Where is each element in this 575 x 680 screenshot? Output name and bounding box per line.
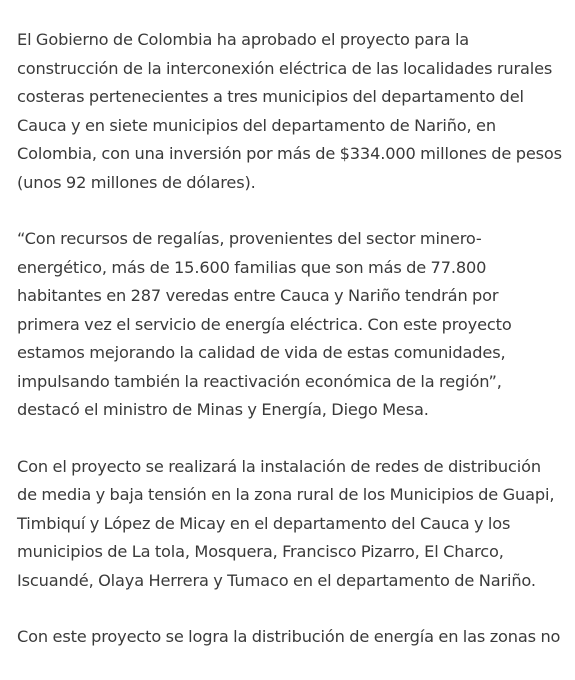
article-body	[17, 26, 565, 680]
article-paragraph: “Con recursos de regalías, provenientes del sector minero-energético, más de 15.600 familias que son más de 77.800 habitantes en 287 veredas entre Cauca y Nariño tendrán por primera vez el servicio de energía eléctrica. Con este proyecto estamos mejorando la calidad de vida de estas comunidades, impulsando también la reactivación económica de la región”, destacó el ministro de Minas y Energía, Diego Mesa.	[17, 229, 512, 419]
article-paragraph: Con el proyecto se realizará la instalación de redes de distribución de media y baja tensión en la zona rural de los Municipios de Guapi, Timbiquí y López de Micay en el departamento del Cauca y los municipios de La tola, Mosquera, Francisco Pizarro, El Charco, Iscuandé, Olaya Herrera y Tumaco en el departamento de Nariño.	[17, 456, 555, 590]
article-paragraph: Con este proyecto se logra la distribución de energía en las zonas no	[17, 627, 561, 646]
article-paragraph: El Gobierno de Colombia ha aprobado el proyecto para la construcción de la interconexión eléctrica de las localidades rurales costeras pertenecientes a tres municipios del departamento del Cauca y en siete municipios del departamento de Nariño, en Colombia, con una inversión por más de $334.000 millones de pesos (unos 92 millones de dólares).	[17, 30, 562, 192]
